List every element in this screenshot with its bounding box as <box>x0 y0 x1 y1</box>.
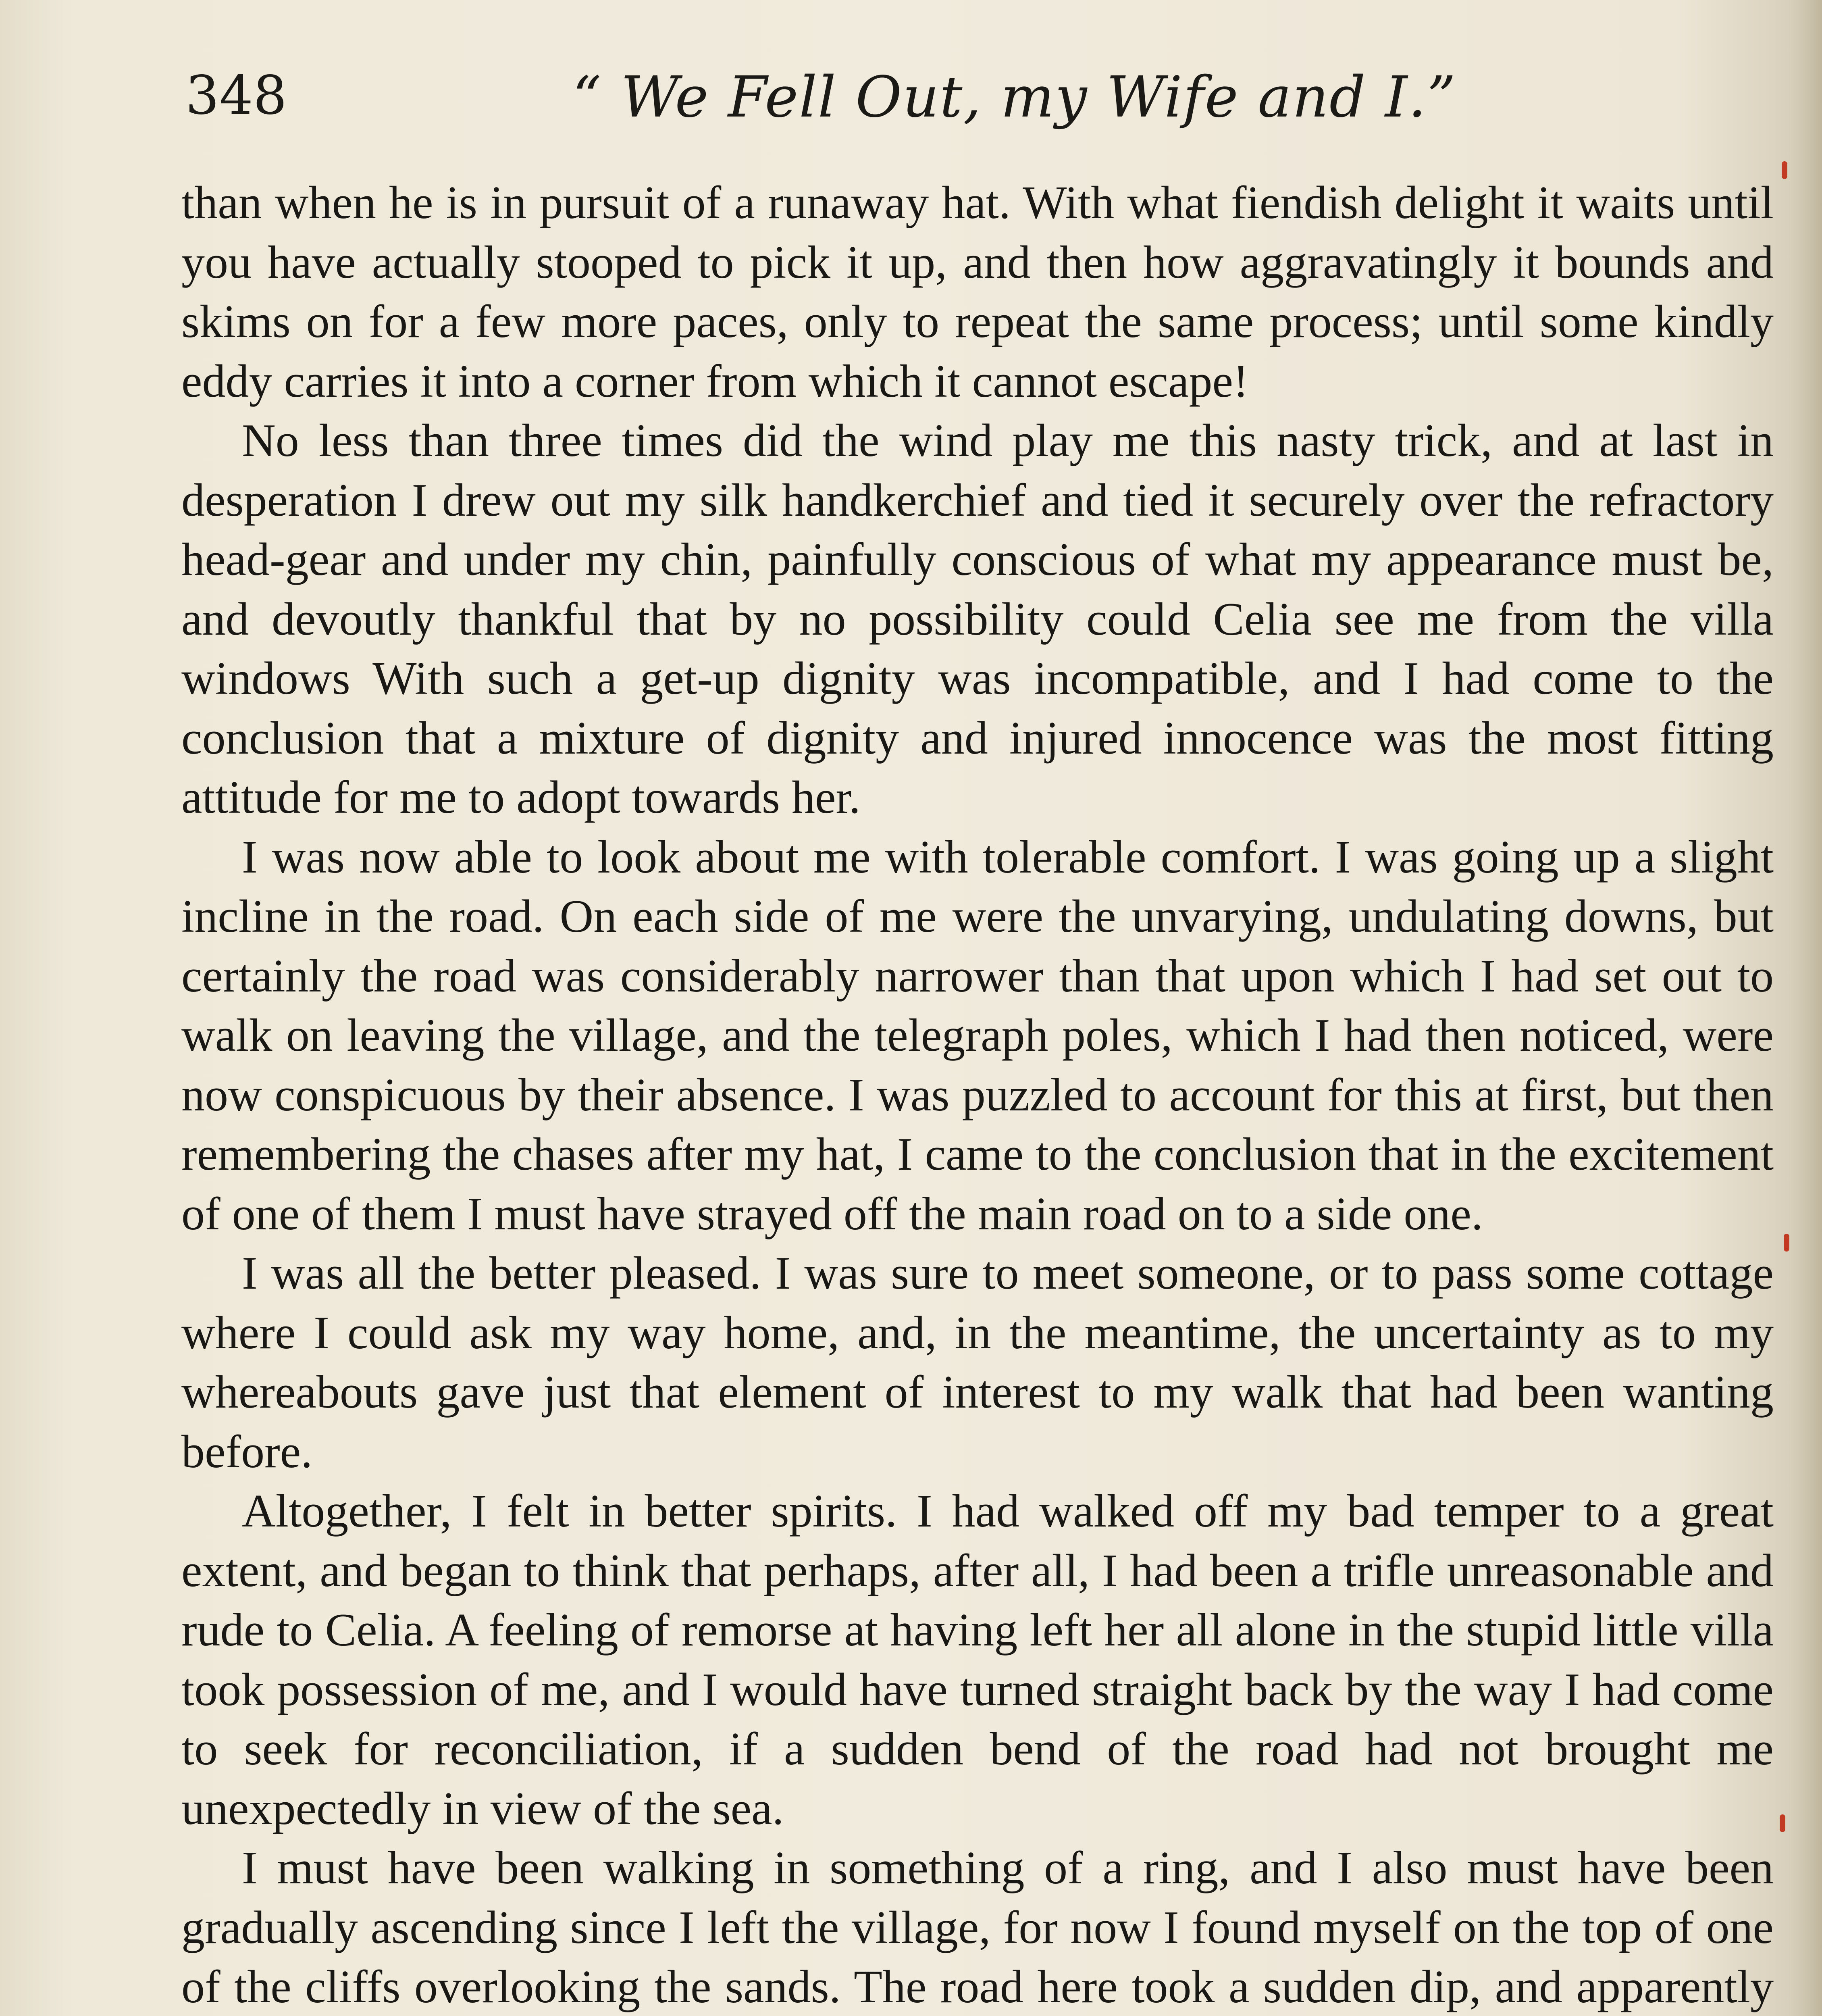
red-ink-mark <box>1780 1814 1785 1832</box>
page-edge-shadow <box>1790 0 1822 2016</box>
page-header <box>185 56 1782 137</box>
red-ink-mark <box>1784 1234 1789 1252</box>
paragraph: No less than three times did the wind play me this nasty trick, and at last in desperation I drew out my silk handkerchief and tied it securely over the refractory head-gear and under my chin, painfully conscious of what my appearance must be, and devoutly thankful that by no possibility could Celia see me from the villa windows With such a get-up dignity was incompatible, and I had come to the conclusion that a mixture of dignity and injured innocence was the most fitting attitude for me to adopt towards her. <box>181 415 1774 823</box>
paragraph: I was all the better pleased. I was sure to meet someone, or to pass some cottage where I could ask my way home, and, in the meantime, the uncertainty as to my whereabouts gave just that element of interest to my walk that had been wanting before. <box>181 1248 1774 1478</box>
paragraph: than when he is in pursuit of a runaway hat. With what fiendish delight it waits until you have actually stooped to pick it up, and then how aggravatingly it bounds and skims on for a few more paces, only to repeat the same process; until some kindly eddy carries it into a corner from which it cannot escape! <box>181 177 1774 407</box>
red-ink-mark <box>1782 161 1787 179</box>
paragraph: Altogether, I felt in better spirits. I had walked off my bad temper to a great extent, and began to think that perhaps, after all, I had been a trifle unreasonable and rude to Celia. A feeling of remorse at having left her all alone in the stupid little villa took possession of me, and I would have turned straight back by the way I had come to seek for reconciliation, if a sudden bend of the road had not brought me unexpectedly in view of the sea. <box>181 1485 1774 1835</box>
page-number: 348 <box>185 65 287 127</box>
body-text <box>181 173 1774 2016</box>
running-title: “ We Fell Out, my Wife and I.” <box>572 65 1457 130</box>
paragraph: I must have been walking in something of a ring, and I also must have been gradually ascending since I left the village, for now I found myself on the top of one of the cliffs overlooking the sands. The road here took a sudden dip, and apparently <box>181 1842 1774 2013</box>
paragraph: I was now able to look about me with tolerable comfort. I was going up a slight incline in the road. On each side of me were the unvarying, undulating downs, but certainly the road was considerably narrower than that upon which I had set out to walk on leaving the village, and the telegraph poles, which I had then noticed, were now conspicuous by their absence. I was puzzled to account for this at first, but then remembering the chases after my hat, I came to the conclusion that in the excitement of one of them I must have strayed off the main road on to a side one. <box>181 831 1774 1240</box>
